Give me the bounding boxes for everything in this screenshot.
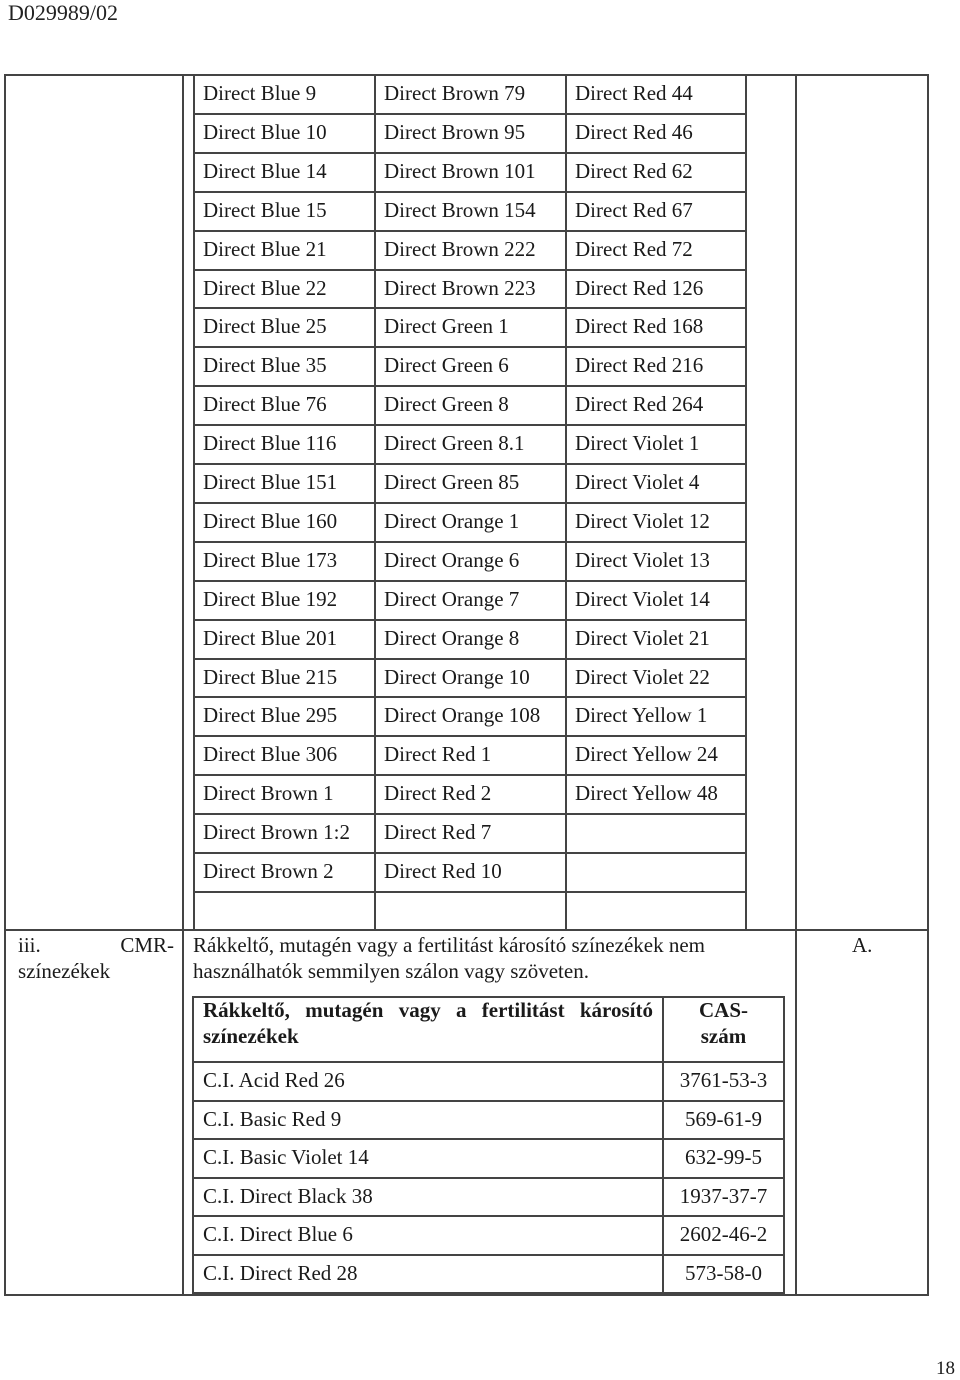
dye-table-cell: Direct Blue 201 — [203, 626, 338, 650]
dye-table-cell: Direct Violet 13 — [575, 548, 710, 572]
dye-table-cell: Direct Brown 1 — [203, 781, 334, 805]
dye-table-cell: Direct Brown 223 — [384, 276, 536, 300]
cmr-table-cas-number: 3761-53-3 — [679, 1068, 768, 1092]
dye-table-cell: Direct Blue 9 — [203, 81, 317, 105]
dye-table-cell: Direct Red 46 — [575, 120, 693, 144]
cmr-table-dye-name: C.I. Direct Red 28 — [203, 1261, 358, 1285]
dye-table-cell: Direct Red 10 — [384, 859, 502, 883]
dye-table-cell: Direct Blue 22 — [203, 276, 327, 300]
dye-table-cell: Direct Brown 222 — [384, 237, 536, 261]
dye-table-cell: Direct Green 1 — [384, 314, 509, 338]
cmr-intro — [193, 932, 793, 984]
dye-table-cell: Direct Blue 21 — [203, 237, 327, 261]
dye-table-cell: Direct Red 7 — [384, 820, 492, 844]
cas-header-line: CAS- — [698, 998, 748, 1022]
cas-header-line: szám — [700, 1024, 747, 1048]
cmr-table-cas-number: 2602-46-2 — [679, 1222, 768, 1246]
cmr-label-title: CMR- — [120, 933, 174, 957]
dye-table-cell: Direct Red 168 — [575, 314, 704, 338]
cmr-label — [18, 932, 174, 984]
dye-table-cell: Direct Yellow 1 — [575, 703, 708, 727]
dye-table-cell: Direct Red 44 — [575, 81, 693, 105]
dye-table-cell: Direct Blue 116 — [203, 431, 337, 455]
cmr-intro-line: Rákkeltő, mutagén vagy a fertilitást károsító színezékek nem — [193, 933, 705, 957]
cmr-table-dye-name: C.I. Direct Blue 6 — [203, 1222, 353, 1246]
dye-table-cell: Direct Red 72 — [575, 237, 693, 261]
cmr-label-number: iii. — [18, 933, 41, 957]
dye-table-cell: Direct Blue 295 — [203, 703, 338, 727]
dye-table-cell: Direct Blue 14 — [203, 159, 327, 183]
dye-table-cell: Direct Blue 15 — [203, 198, 327, 222]
cmr-table-cas-number: 573-58-0 — [685, 1261, 762, 1285]
dye-table-cell: Direct Red 62 — [575, 159, 693, 183]
dye-table-cell: Direct Orange 1 — [384, 509, 520, 533]
dye-table-cell: Direct Orange 6 — [384, 548, 520, 572]
dye-table-cell: Direct Red 126 — [575, 276, 704, 300]
cmr-table-header-name: Rákkeltő, mutagén vagy a fertilitást károsító színezékek — [203, 998, 653, 1048]
dye-table-cell: Direct Violet 1 — [575, 431, 700, 455]
dye-table-cell: Direct Green 8 — [384, 392, 509, 416]
dye-table-cell: Direct Red 67 — [575, 198, 693, 222]
dye-table-cell: Direct Blue 151 — [203, 470, 338, 494]
dye-table-cell: Direct Blue 160 — [203, 509, 338, 533]
dye-table-cell: Direct Orange 108 — [384, 703, 541, 727]
dye-table-cell: Direct Blue 215 — [203, 665, 338, 689]
cmr-table-cas-number: 1937-37-7 — [679, 1184, 768, 1208]
dye-table-cell: Direct Red 2 — [384, 781, 492, 805]
dye-table-cell: Direct Brown 1:2 — [203, 820, 350, 844]
dye-table-cell: Direct Green 85 — [384, 470, 520, 494]
dye-table-cell: Direct Red 1 — [384, 742, 492, 766]
page-number: 18 — [936, 1358, 955, 1379]
dye-table-cell: Direct Brown 101 — [384, 159, 536, 183]
cmr-status: A. — [852, 933, 873, 957]
dye-table-cell: Direct Blue 76 — [203, 392, 327, 416]
dye-table-cell: Direct Red 216 — [575, 353, 704, 377]
document-id: D029989/02 — [8, 0, 118, 25]
dye-table-cell: Direct Brown 79 — [384, 81, 526, 105]
dye-table-cell: Direct Orange 8 — [384, 626, 520, 650]
cmr-table-dye-name: C.I. Direct Black 38 — [203, 1184, 373, 1208]
dye-table-cell: Direct Blue 25 — [203, 314, 327, 338]
dye-table-cell: Direct Violet 21 — [575, 626, 710, 650]
dye-table-cell: Direct Violet 22 — [575, 665, 710, 689]
dye-table-cell: Direct Brown 95 — [384, 120, 526, 144]
cmr-table-dye-name: C.I. Acid Red 26 — [203, 1068, 345, 1092]
dye-table-cell: Direct Blue 173 — [203, 548, 338, 572]
cmr-label-sub: színezékek — [18, 959, 111, 983]
dye-table-cell: Direct Red 264 — [575, 392, 704, 416]
dye-table-cell: Direct Green 8.1 — [384, 431, 525, 455]
cmr-intro-line: használhatók semmilyen szálon vagy szöveten. — [193, 959, 589, 983]
dye-table-cell: Direct Yellow 48 — [575, 781, 718, 805]
cmr-table-cas-number: 569-61-9 — [685, 1107, 762, 1131]
dye-table-cell: Direct Orange 10 — [384, 665, 530, 689]
dye-table-cell: Direct Violet 4 — [575, 470, 700, 494]
dye-table-cell: Direct Blue 306 — [203, 742, 338, 766]
dye-table-cell: Direct Blue 192 — [203, 587, 338, 611]
dye-table-cell: Direct Blue 10 — [203, 120, 327, 144]
dye-table-cell: Direct Yellow 24 — [575, 742, 718, 766]
dye-table-cell: Direct Violet 14 — [575, 587, 710, 611]
cmr-table-header-cas — [663, 997, 784, 1049]
dye-table-cell: Direct Violet 12 — [575, 509, 710, 533]
cmr-table-dye-name: C.I. Basic Red 9 — [203, 1107, 342, 1131]
dye-table-cell: Direct Brown 154 — [384, 198, 536, 222]
dye-table-hline — [193, 891, 747, 893]
dye-table-cell: Direct Brown 2 — [203, 859, 334, 883]
dye-table-cell: Direct Blue 35 — [203, 353, 327, 377]
dye-table-cell: Direct Orange 7 — [384, 587, 520, 611]
cmr-table-dye-name: C.I. Basic Violet 14 — [203, 1145, 369, 1169]
cmr-table-cas-number: 632-99-5 — [685, 1145, 762, 1169]
dye-table-cell: Direct Green 6 — [384, 353, 509, 377]
